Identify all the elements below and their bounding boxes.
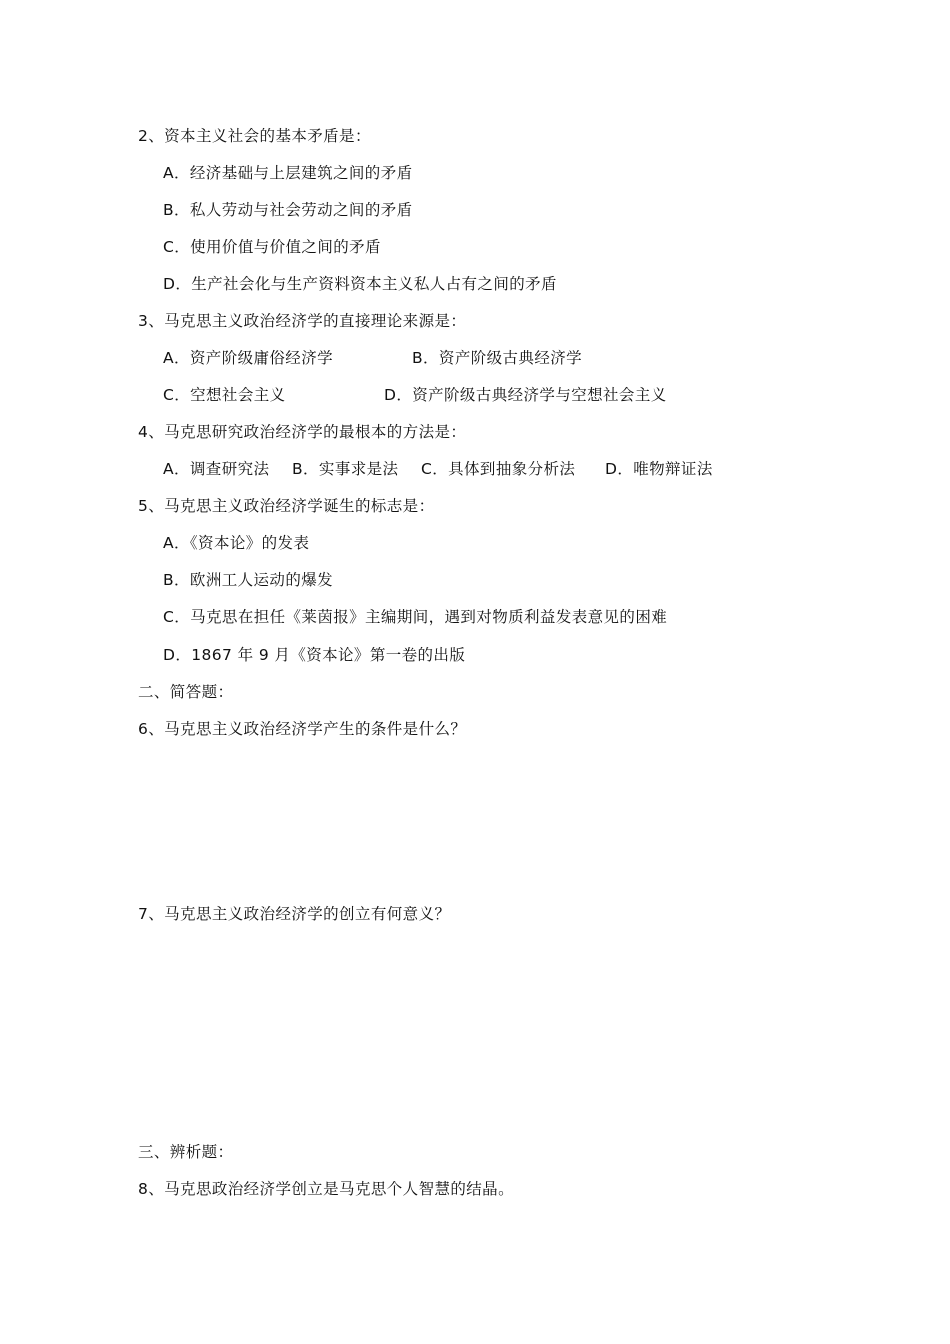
question-3-stem: 3、马克思主义政治经济学的直接理论来源是：: [138, 312, 467, 330]
question-6: 6、马克思主义政治经济学产生的条件是什么？: [138, 720, 467, 738]
question-5-stem: 5、马克思主义政治经济学诞生的标志是：: [138, 497, 435, 515]
section-2-title: 二、简答题：: [138, 683, 234, 701]
question-4-option-b: B．实事求是法: [292, 460, 399, 478]
question-5-option-b: B．欧洲工人运动的爆发: [163, 571, 334, 589]
question-8: 8、马克思政治经济学创立是马克思个人智慧的结晶。: [138, 1180, 514, 1198]
question-2-option-d: D．生产社会化与生产资料资本主义私人占有之间的矛盾: [163, 275, 557, 293]
question-3-option-a: A．资产阶级庸俗经济学: [163, 349, 334, 367]
question-3-option-d: D．资产阶级古典经济学与空想社会主义: [384, 386, 667, 404]
section-3-title: 三、辨析题：: [138, 1143, 234, 1161]
question-5-option-c: C．马克思在担任《莱茵报》主编期间，遇到对物质利益发表意见的困难: [163, 608, 668, 626]
question-4-option-c: C．具体到抽象分析法: [421, 460, 576, 478]
question-2-stem: 2、资本主义社会的基本矛盾是：: [138, 127, 371, 145]
question-2-option-a: A．经济基础与上层建筑之间的矛盾: [163, 164, 413, 182]
question-7: 7、马克思主义政治经济学的创立有何意义？: [138, 905, 451, 923]
question-5-option-a: A．《资本论》的发表: [163, 534, 310, 552]
question-3-option-c: C．空想社会主义: [163, 386, 286, 404]
question-5-option-d: D．1867 年 9 月《资本论》第一卷的出版: [163, 646, 466, 664]
question-4-option-a: A．调查研究法: [163, 460, 270, 478]
question-2-option-b: B．私人劳动与社会劳动之间的矛盾: [163, 201, 413, 219]
question-4-stem: 4、马克思研究政治经济学的最根本的方法是：: [138, 423, 467, 441]
question-2-option-c: C．使用价值与价值之间的矛盾: [163, 238, 381, 256]
question-3-option-b: B．资产阶级古典经济学: [412, 349, 583, 367]
question-4-option-d: D．唯物辩证法: [605, 460, 713, 478]
